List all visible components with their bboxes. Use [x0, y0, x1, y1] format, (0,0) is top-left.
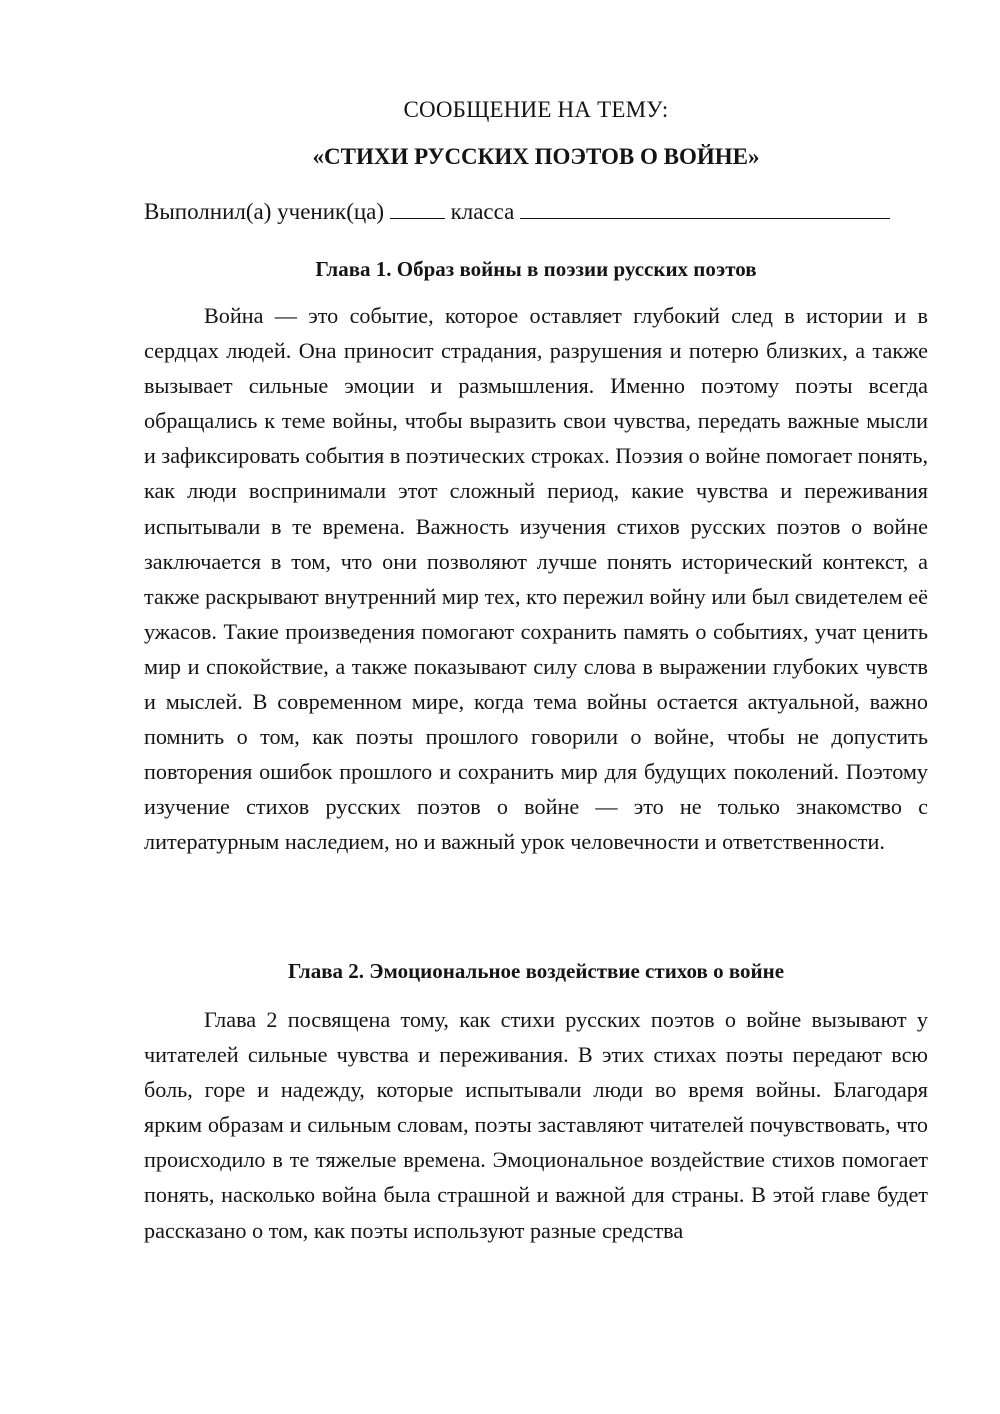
chapter-1-paragraph: Война — это событие, которое оставляет глубокий след в истории и в сердцах людей. Она приносит страдания, разрушения и потерю близких, а также вызывает сильные эмоции и размышления. Именно поэтому поэты всегда обращались к теме войны, чтобы выразить свои чувства, передать важные мысли и зафиксировать события в поэтических строках. Поэзия о войне помогает понять, как люди воспринимали этот сложный период, какие чувства и переживания испытывали в те времена. Важность изучения стихов русских поэтов о войне заключается в том, что они позволяют лучше понять исторический контекст, а также раскрывают внутренний мир тех, кто пережил войну или был свидетелем её ужасов. Такие произведения помогают сохранить память о событиях, учат ценить мир и спокойствие, а также показывают силу слова в выражении глубоких чувств и мыслей. В современном мире, когда тема войны остается актуальной, важно помнить о том, как поэты прошлого говорили о войне, чтобы не допустить повторения ошибок прошлого и сохранить мир для будущих поколений. Поэтому изучение стихов русских поэтов о войне — это не только знакомство с литературным наследием, но и важный урок человечности и ответственности. — [144, 303, 928, 855]
chapter-2-paragraph: Глава 2 посвящена тому, как стихи русских поэтов о войне вызывают у читателей сильные чувства и переживания. В этих стихах поэты передают всю боль, горе и надежду, которые испытывали люди во время войны. Благодаря ярким образам и сильным словам, поэты заставляют читателей почувствовать, что происходило в те тяжелые времена. Эмоциональное воздействие стихов помогает понять, насколько война была страшной и важной для страны. В этой главе будет рассказано о том, как поэты используют разные средства — [144, 1007, 928, 1243]
chapter-1-heading: Глава 1. Образ войны в поэзии русских поэтов — [315, 257, 757, 281]
author-line — [144, 198, 928, 226]
chapter-2-heading: Глава 2. Эмоциональное воздействие стихов о войне — [287, 959, 785, 983]
name-blank-field — [520, 198, 890, 219]
author-prefix: Выполнил(а) ученик(ца) — [144, 199, 385, 224]
grade-blank-field — [390, 198, 445, 219]
document-title-subject-label: СООБЩЕНИЕ НА ТЕМУ: — [403, 97, 669, 122]
document-title: «СТИХИ РУССКИХ ПОЭТОВ О ВОЙНЕ» — [312, 144, 760, 169]
grade-label: класса — [450, 199, 515, 224]
